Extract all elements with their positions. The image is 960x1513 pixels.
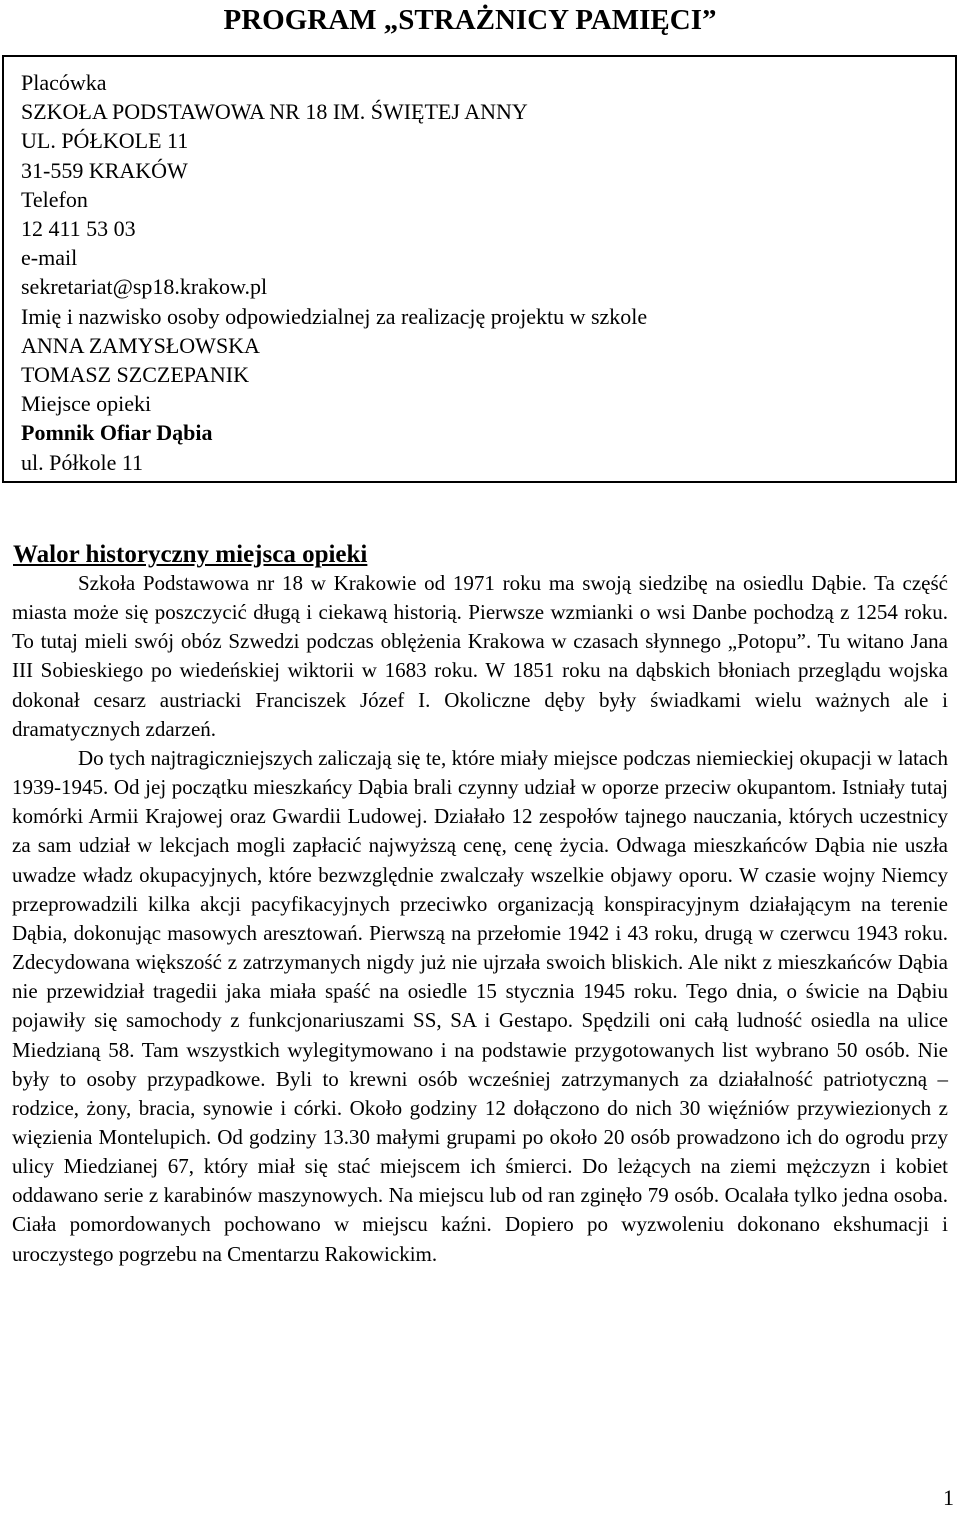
placowka-label: Placówka — [21, 70, 107, 95]
history-text — [12, 569, 948, 1269]
school-name: SZKOŁA PODSTAWOWA NR 18 IM. ŚWIĘTEJ ANNY — [21, 99, 528, 125]
phone-label: Telefon — [21, 186, 88, 212]
responsible-person-1: ANNA ZAMYSŁOWSKA — [21, 332, 260, 358]
page-number: 1 — [943, 1485, 954, 1510]
phone-value: 12 411 53 03 — [21, 216, 136, 242]
school-street: UL. PÓŁKOLE 11 — [21, 128, 189, 154]
section-heading: Walor historyczny miejsca opieki — [13, 541, 368, 568]
institution-info-box — [2, 55, 957, 483]
paragraph-2: Do tych najtragiczniejszych zaliczają się te, które miały miejsce podczas niemieckiej okupacji w latach 1939-1945. Od jej początku mieszkańcy Dąbia brali czynny udział w oporze przeciw okupantom. Istniały tutaj komórki Armii Krajowej oraz Gwardii Ludowej. Działało 12 zespołów tajnego nauczania, których uczestnicy za sam udział w lekcjach mogli zapłacić najwyższą cenę, cenę życia. Odwaga mieszkańców Dąbia nie uszła uwadze władz okupacyjnych, które bezwzględnie zwalczały wszelkie objawy oporu. W czasie wojny Niemcy przeprowadzili kilka akcji pacyfikacyjnych przeciwko organizacją konspiracyjnym działającym na terenie Dąbia, dokonując masowych aresztowań. Pierwszą na przełomie 1942 i 43 roku, drugą w czerwcu 1943 roku. Zdecydowana większość z zatrzymanych nigdy już nie ujrzała swoich bliskich. Ale nikt z mieszkańców Dąbia nie przewidział tragedii jaka miała spaść na osiedle 15 stycznia 1945 roku. Tego dnia, o świcie na Dąbiu pojawiły się samochody z funkcjonariuszami SS, SA i Gestapo. Spędzili oni całą ludność osiedla na ulice Miedzianą 58. Tam wszystkich wylegitymowano i na podstawie przygotowanych list wybrano 50 osób. Nie były to osoby przypadkowe. Byli to krewni osób wcześniej zatrzymanych za działalność patriotyczną – rodzice, żony, bracia, synowie i córki. Około godziny 12 dołączono do nich 30 więźniów przywiezionych z więzienia Montelupich. Od godziny 13.30 małymi grupami po około 20 osób prowadzono ich do ogrodu przy ulicy Miedzianej 67, który miał się stać miejscem ich śmierci. Do leżących na ziemi mężczyzn i kobiet oddawano serie z karabinów maszynowych. Na miejscu lub od ran zginęło 79 osób. Ocalała tylko jedna osoba. Ciała pomordowanych pochowano w miejscu kaźni. Dopiero po wyzwoleniu dokonano ekshumacji i uroczystego pogrzebu na Cmentarzu Rakowickim. — [12, 745, 948, 1266]
page-title: PROGRAM „STRAŻNICY PAMIĘCI” — [223, 4, 717, 36]
site-label: Miejsce opieki — [21, 391, 152, 417]
paragraph-1: Szkoła Podstawowa nr 18 w Krakowie od 1971 roku ma swoją siedzibę na osiedlu Dąbie. Ta część miasta może się poszczycić długą i ciekawą historią. Pierwsze wzmianki o wsi Danbe pochodzą z 1254 roku. To tutaj mieli swój obóz Szwedzi podczas oblężenia Krakowa w czasach słynnego „Potopu”. Tu witano Jana III Sobieskiego po wiedeńskiej wiktorii w 1683 roku. W 1851 roku na dąbskich błoniach przeglądu wojska dokonał cesarz austriacki Franciszek Józef I. Okoliczne dęby były świadkami wielu ważnych ale i dramatycznych zdarzeń. — [12, 571, 948, 741]
email-value: sekretariat@sp18.krakow.pl — [21, 274, 268, 300]
site-name: Pomnik Ofiar Dąbia — [21, 420, 213, 446]
site-address: ul. Półkole 11 — [21, 449, 144, 475]
responsible-person-2: TOMASZ SZCZEPANIK — [21, 362, 249, 388]
school-city: 31-559 KRAKÓW — [21, 157, 188, 183]
email-label: e-mail — [21, 245, 78, 271]
responsible-person-label: Imię i nazwisko osoby odpowiedzialnej za realizację projektu w szkole — [21, 303, 648, 329]
